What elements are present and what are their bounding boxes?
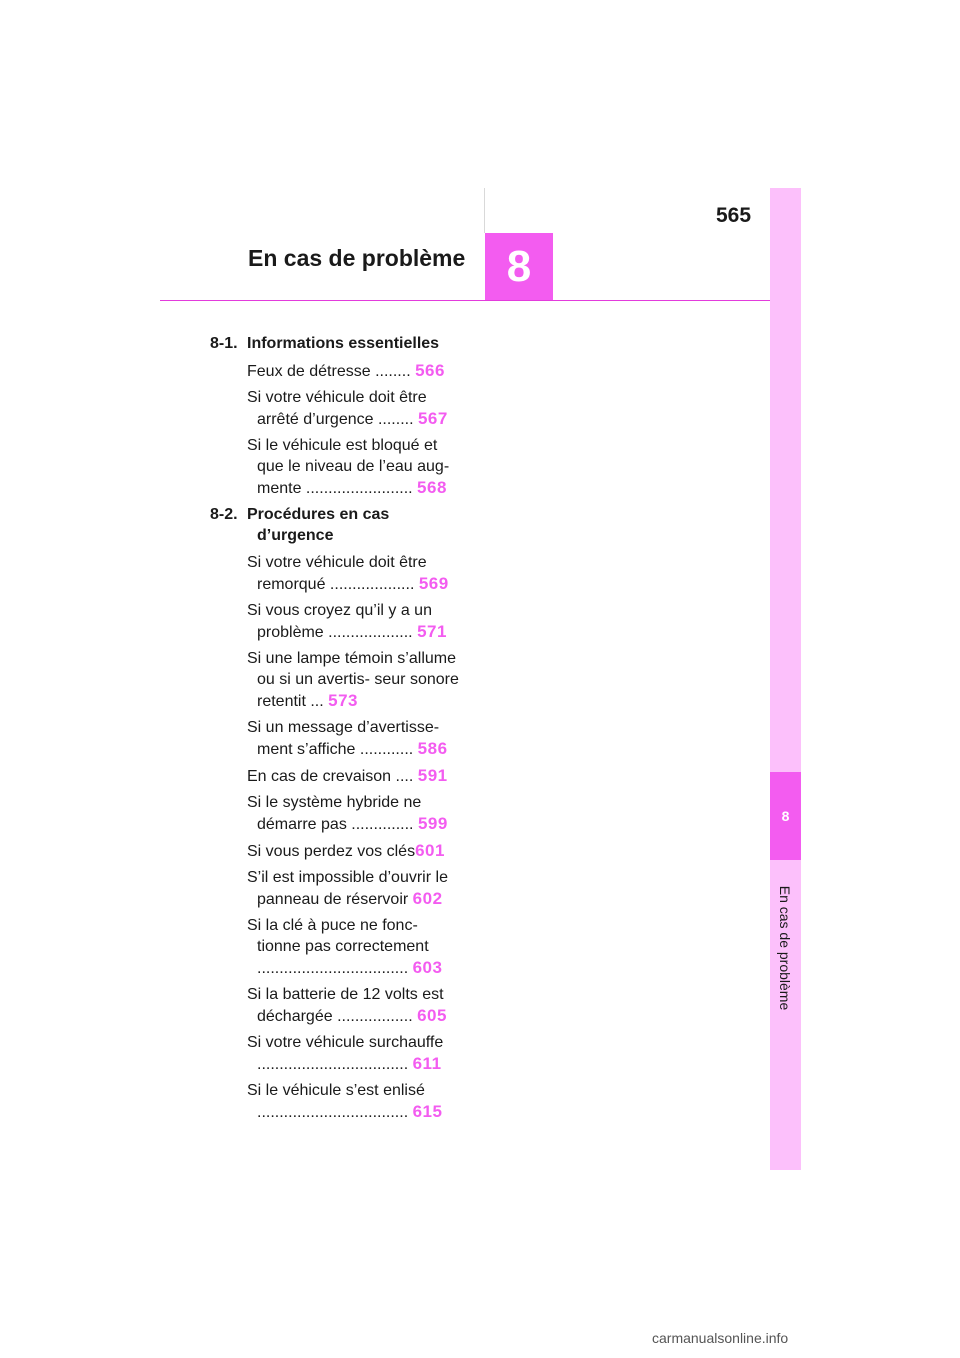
side-chapter-label: En cas de problème	[777, 885, 793, 1011]
toc-entry[interactable]	[247, 792, 460, 835]
toc-entry[interactable]	[247, 648, 460, 712]
section-title: Procédures en cas d’urgence	[247, 506, 390, 544]
entry-text: Si votre véhicule doit être arrêté d’urgence ........	[247, 389, 427, 428]
entry-page-link[interactable]: 603	[412, 958, 443, 977]
page-number: 565	[716, 204, 752, 227]
toc-entry[interactable]	[247, 765, 460, 787]
table-of-contents	[210, 333, 460, 1128]
watermark: carmanualsonline.info	[652, 1330, 789, 1346]
toc-entry[interactable]	[247, 1080, 460, 1123]
entry-page-link[interactable]: 567	[417, 409, 448, 428]
toc-entry[interactable]	[247, 435, 460, 499]
entry-page-link[interactable]: 602	[412, 889, 443, 908]
section-number: 8-2.	[210, 506, 238, 523]
entry-page-link[interactable]: 599	[417, 814, 448, 833]
entry-text: Si vous croyez qu’il y a un problème ...................	[247, 602, 432, 641]
entry-page-link[interactable]: 568	[417, 478, 447, 497]
entry-text: Si la batterie de 12 volts est déchargée .................	[247, 986, 444, 1025]
entry-page-link[interactable]: 569	[418, 574, 449, 593]
entry-page-link[interactable]: 601	[415, 841, 445, 860]
side-chapter-tab[interactable]: 8	[770, 772, 801, 860]
entry-page-link[interactable]: 566	[415, 361, 445, 380]
toc-entry[interactable]	[247, 984, 460, 1027]
entry-page-link[interactable]: 605	[417, 1006, 447, 1025]
entry-text: Feux de détresse ........	[247, 363, 416, 380]
entry-text: Si un message d’avertisse- ment s’affiche ............	[247, 719, 440, 758]
entry-text: Si le véhicule s’est enlisé ..................................	[247, 1082, 425, 1121]
section-number: 8-1.	[210, 335, 238, 352]
entry-page-link[interactable]: 586	[417, 739, 448, 758]
entry-text: Si la clé à puce ne fonc- tionne pas correctement ..................................	[247, 917, 429, 977]
entry-text: Si le véhicule est bloqué et que le niveau de l’eau aug- mente ........................	[247, 437, 450, 497]
entry-page-link[interactable]: 571	[417, 622, 447, 641]
toc-entry[interactable]	[247, 387, 460, 430]
toc-entry[interactable]	[247, 867, 460, 910]
chapter-number-box: 8	[485, 233, 553, 300]
header-divider-vertical	[484, 188, 485, 233]
toc-section	[210, 504, 460, 546]
entry-text: Si le système hybride ne démarre pas ..............	[247, 794, 422, 833]
entry-text: Si votre véhicule surchauffe ..................................	[247, 1034, 444, 1073]
section-title: Informations essentielles	[247, 335, 440, 352]
entry-page-link[interactable]: 591	[417, 766, 448, 785]
toc-entry[interactable]	[247, 915, 460, 979]
entry-text: Si votre véhicule doit être remorqué ...................	[247, 554, 427, 593]
side-thumb-strip	[770, 188, 801, 1170]
toc-entry[interactable]	[247, 840, 460, 862]
toc-section	[210, 333, 460, 354]
entry-page-link[interactable]: 573	[328, 691, 359, 710]
header-rule	[160, 300, 770, 301]
entry-text: En cas de crevaison ....	[247, 768, 418, 785]
toc-entry[interactable]	[247, 360, 460, 382]
entry-text: Si une lampe témoin s’allume ou si un avertis- seur sonore retentit ...	[247, 650, 459, 710]
entry-page-link[interactable]: 615	[412, 1102, 443, 1121]
entry-text: S’il est impossible d’ouvrir le panneau de réservoir	[247, 869, 448, 908]
entry-page-link[interactable]: 611	[412, 1054, 442, 1073]
entry-text: Si vous perdez vos clés	[247, 843, 416, 860]
toc-entry[interactable]	[247, 1032, 460, 1075]
chapter-title: En cas de problème	[248, 245, 466, 271]
toc-entry[interactable]	[247, 600, 460, 643]
toc-entry[interactable]	[247, 717, 460, 760]
toc-entry[interactable]	[247, 552, 460, 595]
